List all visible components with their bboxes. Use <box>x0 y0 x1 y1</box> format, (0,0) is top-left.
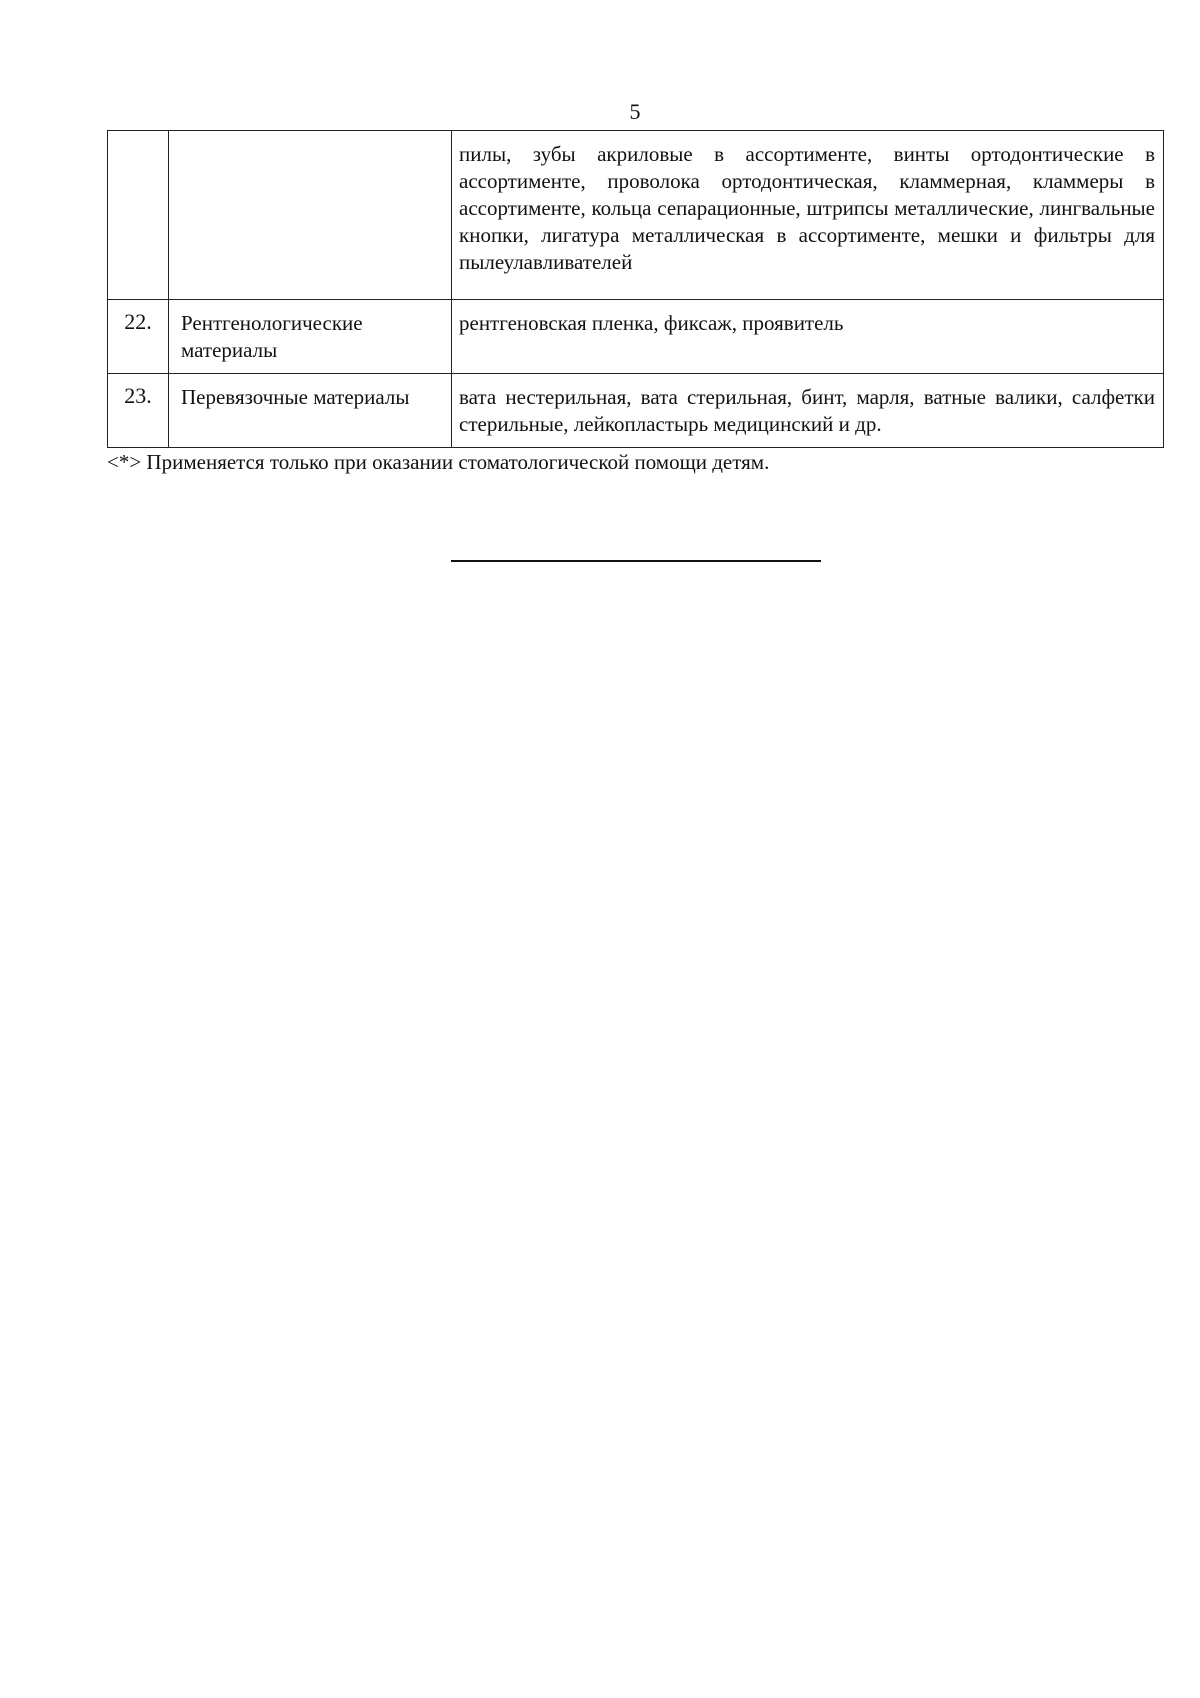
material-list-cell: рентгеновская пленка, фиксаж, проявитель <box>452 300 1164 374</box>
materials-table <box>107 130 1164 448</box>
footnote: <*> Применяется только при оказании стоматологической помощи детям. <box>107 450 770 474</box>
end-of-document-rule <box>451 560 821 562</box>
row-number-cell: 22. <box>108 300 169 374</box>
row-number-cell <box>108 131 169 300</box>
material-group-cell: Перевязочные материалы <box>169 374 452 448</box>
row-number-cell: 23. <box>108 374 169 448</box>
table-row <box>108 374 1164 448</box>
table-row <box>108 131 1164 300</box>
page-number: 5 <box>629 99 641 124</box>
table-row <box>108 300 1164 374</box>
material-group-cell: Рентгенологические материалы <box>169 300 452 374</box>
material-list-cell: пилы, зубы акриловые в ассортименте, винты ортодонтические в ассортименте, проволока ортодонтическая, кламмерная, кламмеры в ассортименте, кольца сепарационные, штрипсы металлические, лингвальные кнопки, лигатура металлическая в ассортименте, мешки и фильтры для пылеулавливателей <box>452 131 1164 300</box>
material-list-cell: вата нестерильная, вата стерильная, бинт, марля, ватные валики, салфетки стерильные, лейкопластырь медицинский и др. <box>452 374 1164 448</box>
material-group-cell <box>169 131 452 300</box>
